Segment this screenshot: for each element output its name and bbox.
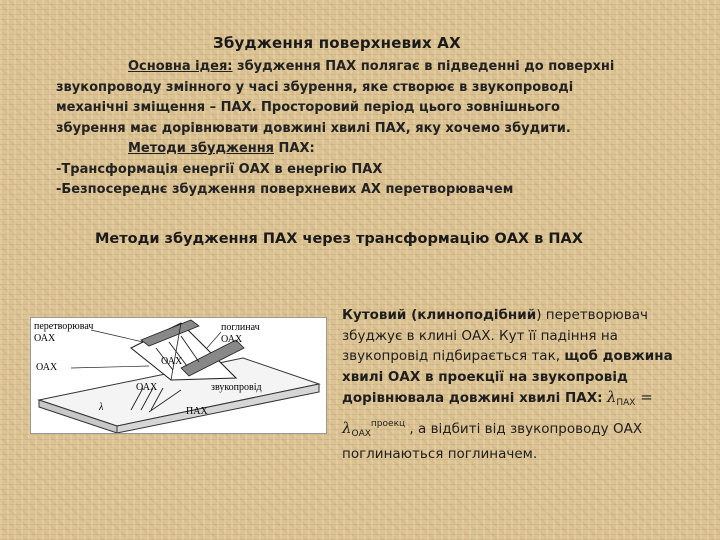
- slide-title: Збудження поверхневих АХ: [213, 34, 461, 52]
- label-lambda: λ: [99, 402, 104, 413]
- label-converter: перетворювач: [34, 321, 94, 332]
- formula-eq: =: [635, 388, 653, 406]
- leader-line: [91, 330, 143, 342]
- main-idea-line: механічні зміщення – ПАХ. Просторовий період цього зовнішнього: [56, 100, 560, 115]
- formula-sup2: проекц: [370, 418, 406, 429]
- intro-text: [56, 57, 686, 201]
- desc-text-1: ) перетворювач збуджує в клині ОАХ. Кут її падіння на звукопровід підбирається так,: [342, 307, 648, 364]
- methods-label: Методи збудження: [128, 141, 275, 156]
- formula-lambda2: λ: [342, 418, 352, 437]
- main-idea-label: Основна ідея:: [128, 59, 233, 74]
- label-oax-bottom: ОАХ: [136, 382, 158, 393]
- desc-bold-1: Кутовий (клиноподібний: [342, 307, 537, 323]
- formula-sub2: ОАХ: [351, 428, 371, 439]
- desc-text-2: , а відбиті від звукопроводу ОАХ поглинаються поглиначем.: [342, 420, 643, 462]
- wedge-description: [342, 305, 692, 465]
- label-oax-mid: ОАХ: [161, 356, 183, 367]
- main-idea-line: звукопроводу змінного у часі збурення, яке створює в звукопроводі: [56, 79, 574, 95]
- formula-lambda: λ: [606, 388, 617, 406]
- methods-suffix: ПАХ:: [274, 141, 315, 156]
- desc-bold-2: щоб довжина хвилі ОАХ в проекції на звукопровід дорівнювала довжині хвилі ПАХ:: [342, 348, 673, 406]
- label-oax-absorber: ОАХ: [221, 334, 243, 345]
- formula-sub: ПАХ: [616, 398, 636, 408]
- leader-line: [207, 332, 221, 348]
- method-item: -Безпосереднє збудження поверхневих АХ перетворювачем: [56, 182, 514, 197]
- main-idea-line: [56, 57, 686, 78]
- label-absorber: поглинач: [221, 322, 260, 333]
- method-item: -Трансформація енергії ОАХ в енергію ПАХ: [56, 161, 383, 177]
- leader-line: [71, 366, 149, 368]
- main-idea-first: збудження ПАХ полягає в підведенні до поверхні: [232, 59, 615, 74]
- label-pax: ПАХ: [186, 406, 208, 417]
- section-subtitle: Методи збудження ПАХ через трансформацію ОАХ в ПАХ: [95, 231, 583, 247]
- main-idea-line: збурення має дорівнювати довжині хвилі ПАХ, яку хочемо збудити.: [56, 120, 571, 136]
- wedge-transducer-figure: [30, 317, 327, 434]
- label-oax-converter: ОАХ: [34, 333, 56, 344]
- label-waveguide: звукопровід: [211, 382, 262, 393]
- label-oax-left: ОАХ: [36, 362, 58, 373]
- methods-heading: [56, 139, 686, 160]
